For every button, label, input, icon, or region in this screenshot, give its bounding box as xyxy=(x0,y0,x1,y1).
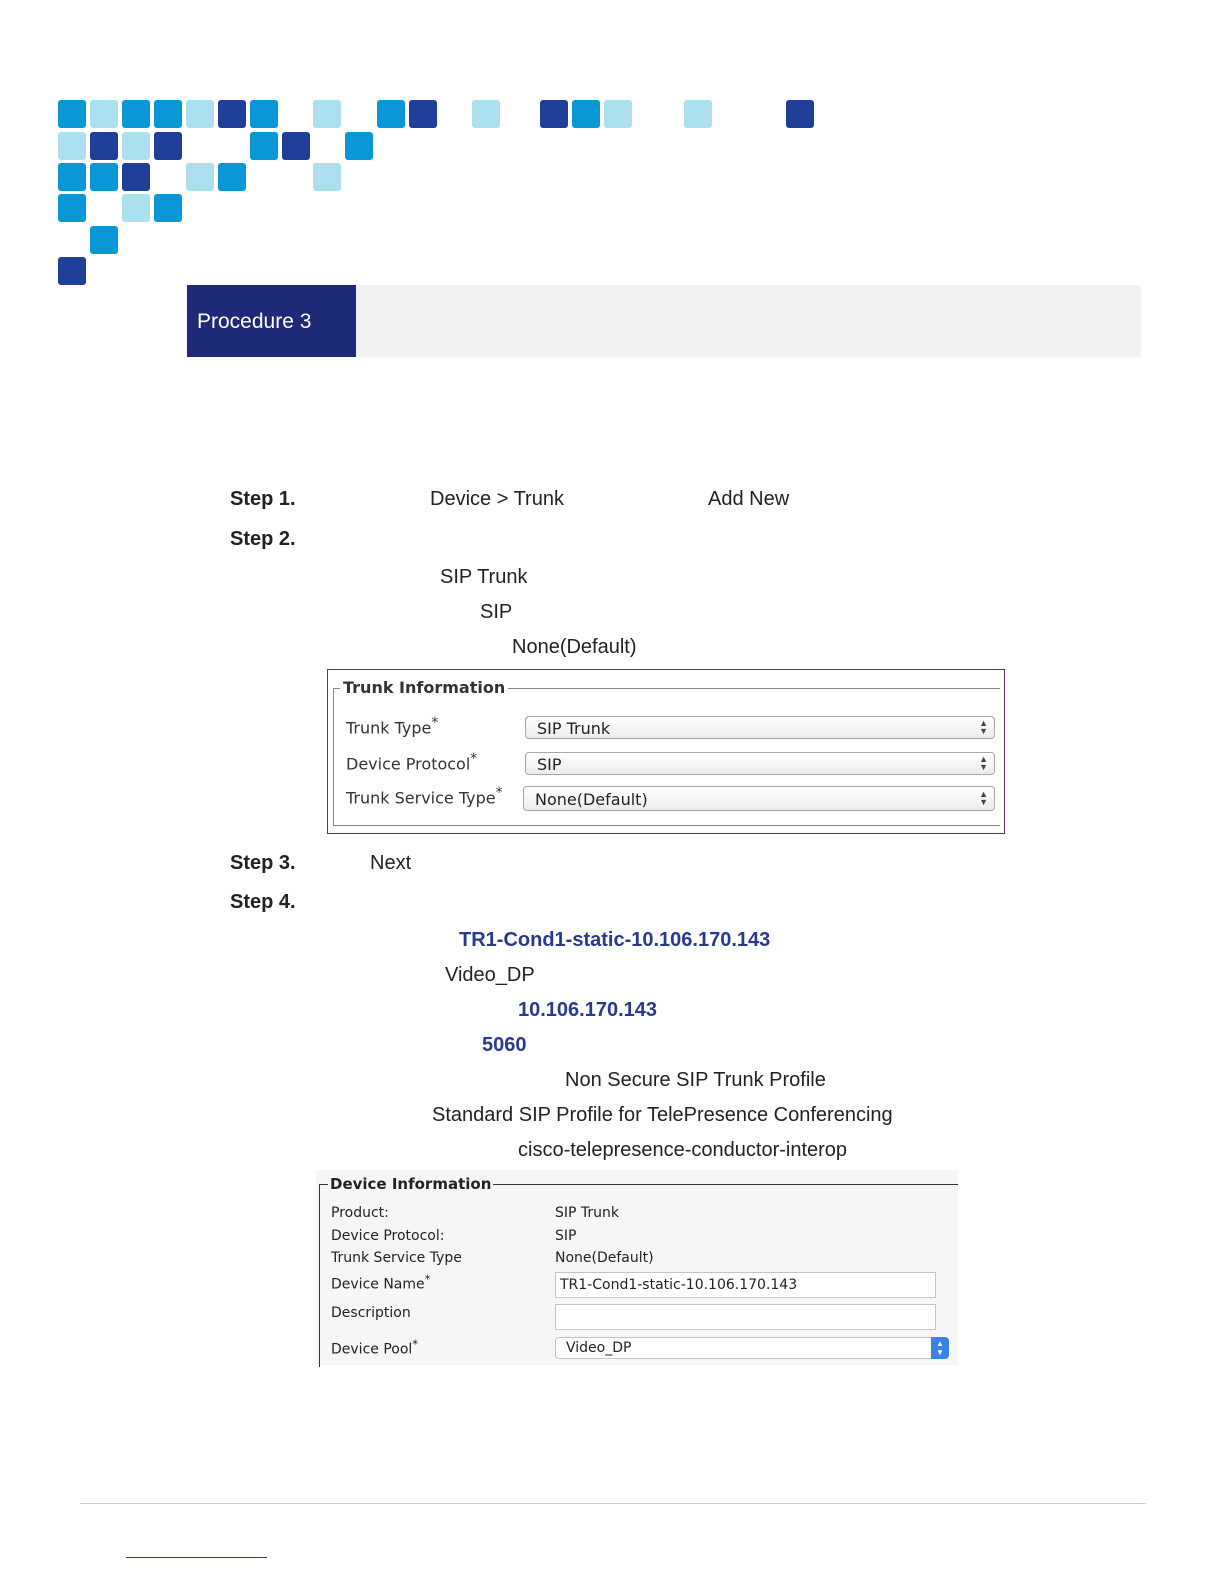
description-label: Description xyxy=(331,1305,411,1321)
required-mark: * xyxy=(424,1272,431,1286)
step-4-security-profile: Non Secure SIP Trunk Profile xyxy=(565,1069,826,1091)
mosaic-tile xyxy=(90,132,118,160)
device-protocol-label: Device Protocol* xyxy=(346,751,478,774)
mosaic-tile xyxy=(472,100,500,128)
device-protocol-info-label: Device Protocol: xyxy=(331,1228,445,1244)
step-2-trunk-type: SIP Trunk xyxy=(440,566,528,588)
mosaic-tile xyxy=(58,194,86,222)
trunk-information-panel xyxy=(327,669,1005,834)
step-1-menu-path: Device > Trunk xyxy=(430,488,564,510)
mosaic-tile xyxy=(684,100,712,128)
select-arrows-icon: ▲ ▼ xyxy=(979,718,988,736)
device-information-legend: Device Information xyxy=(330,1175,492,1193)
mosaic-tile xyxy=(786,100,814,128)
step-4-destination-address: 10.106.170.143 xyxy=(518,999,658,1021)
trunk-service-type-value: None(Default) xyxy=(535,790,648,809)
device-pool-value: Video_DP xyxy=(566,1340,632,1356)
step-4-normalization-script: cisco-telepresence-conductor-interop xyxy=(518,1139,848,1161)
mosaic-tile xyxy=(250,132,278,160)
required-mark: * xyxy=(431,715,439,731)
device-name-input[interactable] xyxy=(555,1272,936,1298)
trunk-type-value: SIP Trunk xyxy=(537,719,611,738)
mosaic-tile xyxy=(154,132,182,160)
required-mark: * xyxy=(470,751,478,767)
product-label: Product: xyxy=(331,1205,389,1221)
device-protocol-select[interactable] xyxy=(525,752,995,775)
mosaic-tile xyxy=(186,100,214,128)
step-1-add-new: Add New xyxy=(708,488,790,510)
mosaic-tile xyxy=(409,100,437,128)
mosaic-tile xyxy=(58,100,86,128)
device-information-panel xyxy=(316,1170,958,1365)
mosaic-tile xyxy=(122,163,150,191)
trunk-service-type-label: Trunk Service Type* xyxy=(346,785,503,808)
description-input[interactable] xyxy=(555,1304,936,1330)
step-2-protocol: SIP xyxy=(480,601,513,623)
mosaic-tile xyxy=(345,132,373,160)
device-name-input-value: TR1-Cond1-static-10.106.170.143 xyxy=(560,1277,798,1293)
mosaic-tile xyxy=(218,163,246,191)
trunk-type-select[interactable] xyxy=(525,716,995,739)
mosaic-tile xyxy=(186,163,214,191)
step-4-device-pool: Video_DP xyxy=(445,964,535,986)
trunk-service-type-info-label: Trunk Service Type xyxy=(331,1250,462,1266)
product-value: SIP Trunk xyxy=(555,1205,620,1221)
trunk-information-legend: Trunk Information xyxy=(340,678,508,697)
mosaic-tile xyxy=(122,100,150,128)
device-pool-select[interactable] xyxy=(555,1337,949,1359)
mosaic-tile xyxy=(313,163,341,191)
trunk-service-type-info-value: None(Default) xyxy=(555,1250,654,1266)
step-2-label: Step 2. xyxy=(230,528,296,550)
mosaic-tile xyxy=(604,100,632,128)
step-3-label: Step 3. xyxy=(230,852,296,874)
mosaic-tile xyxy=(58,257,86,285)
select-arrows-icon: ▲ ▼ xyxy=(931,1337,949,1359)
mosaic-tile xyxy=(58,163,86,191)
device-protocol-value: SIP xyxy=(537,755,562,774)
device-pool-label: Device Pool* xyxy=(331,1337,419,1358)
required-mark: * xyxy=(412,1337,419,1351)
mosaic-tile xyxy=(154,194,182,222)
step-3-next: Next xyxy=(370,852,412,874)
procedure-label: Procedure 3 xyxy=(197,310,312,333)
mosaic-tile xyxy=(122,132,150,160)
step-1-label: Step 1. xyxy=(230,488,296,510)
mosaic-tile xyxy=(250,100,278,128)
trunk-service-type-select[interactable] xyxy=(523,786,995,811)
mosaic-tile xyxy=(313,100,341,128)
mosaic-tile xyxy=(122,194,150,222)
step-4-label: Step 4. xyxy=(230,891,296,913)
step-4-destination-port: 5060 xyxy=(482,1034,527,1056)
mosaic-tile xyxy=(218,100,246,128)
mosaic-tile xyxy=(154,100,182,128)
select-arrows-icon: ▲ ▼ xyxy=(979,789,988,807)
mosaic-tile xyxy=(90,163,118,191)
trunk-type-label: Trunk Type* xyxy=(346,715,439,738)
mosaic-tile xyxy=(282,132,310,160)
mosaic-tile xyxy=(58,132,86,160)
mosaic-tile xyxy=(377,100,405,128)
device-name-label: Device Name* xyxy=(331,1272,431,1293)
step-2-service-type: None(Default) xyxy=(512,636,637,658)
mosaic-tile xyxy=(90,100,118,128)
select-arrows-icon: ▲ ▼ xyxy=(979,754,988,772)
mosaic-tile xyxy=(540,100,568,128)
mosaic-tile xyxy=(572,100,600,128)
device-protocol-info-value: SIP xyxy=(555,1228,577,1244)
step-4-device-name: TR1-Cond1-static-10.106.170.143 xyxy=(459,929,771,951)
footer-link-underline xyxy=(126,1557,267,1558)
mosaic-tile xyxy=(90,226,118,254)
step-4-sip-profile: Standard SIP Profile for TelePresence Conferencing xyxy=(432,1104,893,1126)
required-mark: * xyxy=(495,785,503,801)
footer-divider xyxy=(80,1503,1146,1504)
